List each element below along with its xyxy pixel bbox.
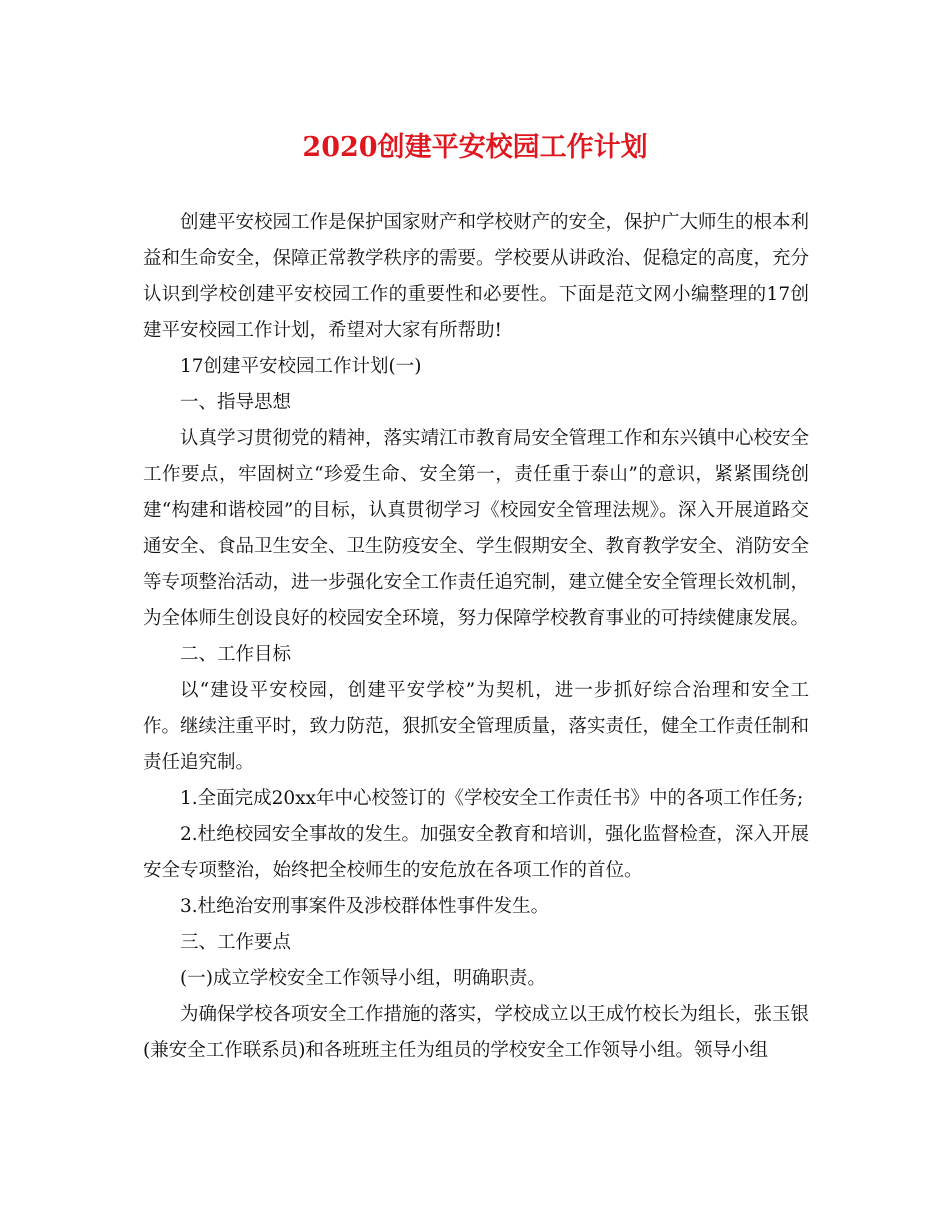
- paragraph-intro: 创建平安校园工作是保护国家财产和学校财产的安全，保护广大师生的根本利益和生命安全，保障正常教学秩序的需要。学校要从讲政治、促稳定的高度，充分认识到学校创建平安校园工作的重要性和必要性。下面是范文网小编整理的17创建平安校园工作计划，希望对大家有所帮助!: [143, 212, 810, 341]
- section-heading-guiding-thought: 一、指导思想: [180, 392, 292, 413]
- paragraph-plan-heading: 17创建平安校园工作计划(一): [180, 356, 422, 377]
- paragraph-work-goals: 以“建设平安校园，创建平安学校”为契机，进一步抓好综合治理和安全工作。继续注重平时，致力防范，狠抓安全管理质量，落实责任，健全工作责任制和责任追究制。: [143, 680, 810, 773]
- list-item-goal-3: 3.杜绝治安刑事案件及涉校群体性事件发生。: [180, 896, 550, 917]
- paragraph-leadership: 为确保学校各项安全工作措施的落实，学校成立以王成竹校长为组长，张玉银(兼安全工作联系员)和各班班主任为组员的学校安全工作领导小组。领导小组: [143, 1004, 810, 1061]
- section-heading-work-goals: 二、工作目标: [180, 644, 292, 665]
- paragraph-guiding-thought: 认真学习贯彻党的精神，落实靖江市教育局安全管理工作和东兴镇中心校安全工作要点，牢固树立“珍爱生命、安全第一，责任重于泰山”的意识，紧紧围绕创建“构建和谐校园”的目标，认真贯彻学习《校园安全管理法规》。深入开展道路交通安全、食品卫生安全、卫生防疫安全、学生假期安全、教育教学安全、消防安全等专项整治活动，进一步强化安全工作责任追究制，建立健全安全管理长效机制，为全体师生创设良好的校园安全环境，努力保障学校教育事业的可持续健康发展。: [143, 428, 810, 629]
- document-title: 2020创建平安校园工作计划: [302, 132, 648, 163]
- section-heading-work-points: 三、工作要点: [180, 932, 292, 953]
- document-body: [143, 205, 809, 1069]
- list-item-goal-2: 2.杜绝校园安全事故的发生。加强安全教育和培训，强化监督检查，深入开展安全专项整治，始终把全校师生的安危放在各项工作的首位。: [143, 824, 809, 881]
- list-item-goal-1: 1.全面完成20xx年中心校签订的《学校安全工作责任书》中的各项工作任务;: [180, 788, 804, 809]
- subsection-heading-leadership: (一)成立学校安全工作领导小组，明确职责。: [180, 968, 546, 989]
